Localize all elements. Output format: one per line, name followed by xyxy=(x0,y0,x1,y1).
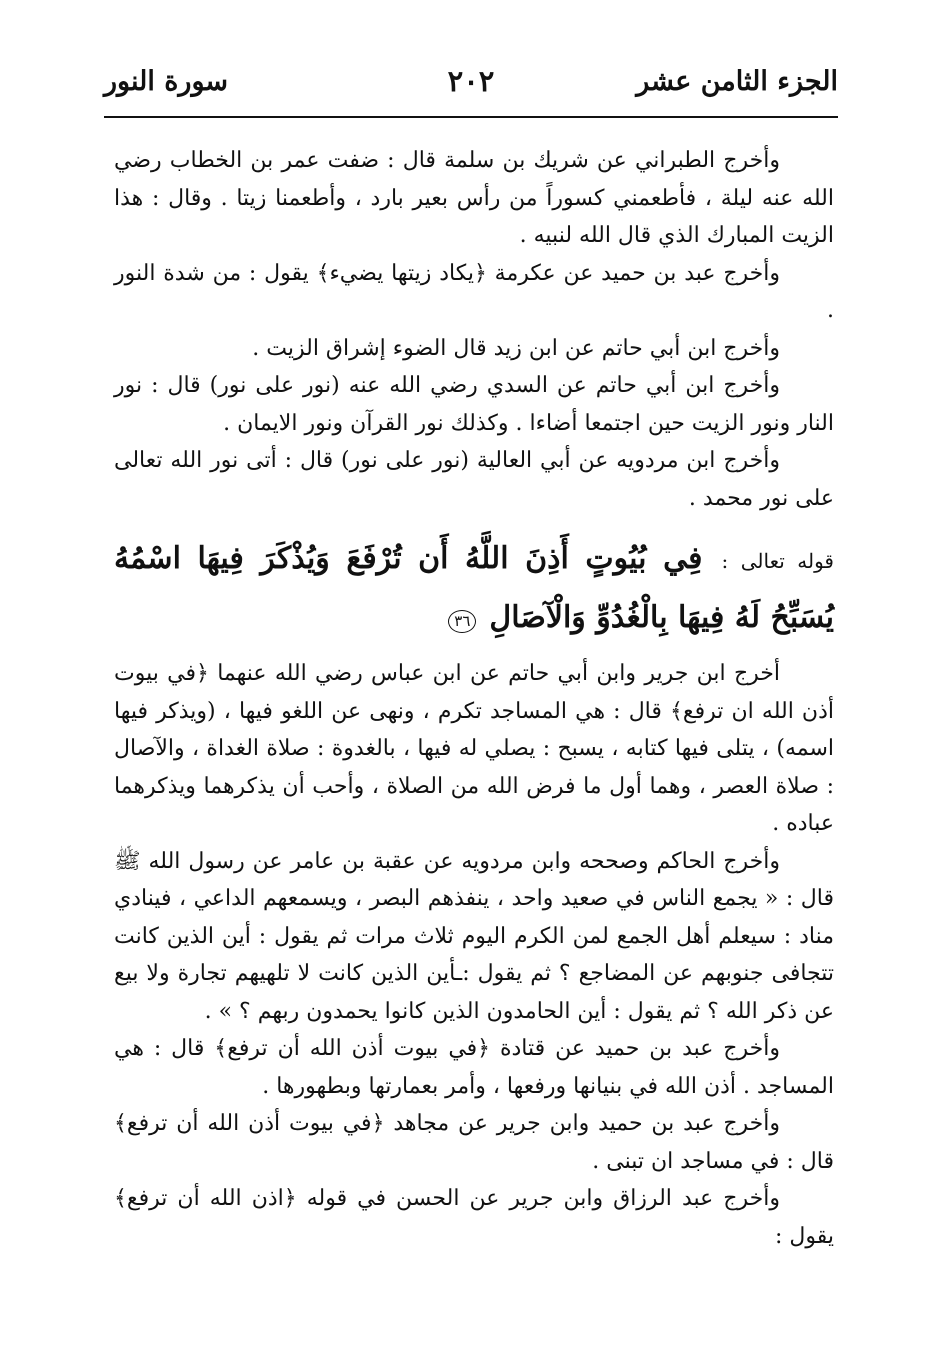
paragraph: وأخرج عبد بن حميد وابن جرير عن مجاهد ﴿في بيوت أذن الله أن ترفع﴾ قال : في مساجد ان تبنى . xyxy=(114,1111,834,1174)
paragraph: وأخرج الحاكم وصححه وابن مردويه عن عقبة بن عامر عن رسول الله ﷺ قال : « يجمع الناس في صعيد واحد ، ينفذهم البصر ، ويسمعهم الداعي ، فينادي مناد : سيعلم أهل الجمع لمن الكرم اليوم ثلاث مرات ثم يقول : أين الذين كانت تتجافى جنوبهم عن المضاجع ؟ ثم يقول :ـأين الذين كانت لا تلهيهم تجارة ولا بيع عن ذكر الله ؟ ثم يقول : أين الحامدون الذين كانوا يحمدون ربهم ؟ » . xyxy=(114,848,834,1024)
surah-title: سورة النور xyxy=(104,66,229,97)
page-body xyxy=(114,142,834,1255)
page-header xyxy=(104,60,838,110)
paragraph: وأخرج ابن أبي حاتم عن السدي رضي الله عنه (نور على نور) قال : نور النار ونور الزيت حين اجتمعا أضاءا . وكذلك نور القرآن ونور الايمان . xyxy=(114,373,834,436)
paragraph: وأخرج عبد الرزاق وابن جرير عن الحسن في قوله ﴿اذن الله أن ترفع﴾ يقول : xyxy=(114,1186,834,1249)
paragraph: وأخرج الطبراني عن شريك بن سلمة قال : ضفت عمر بن الخطاب رضي الله عنه ليلة ، فأطعمني كسوراً من رأس بعير بارد ، وأطعمنا زيتا . وقال : هذا الزيت المبارك الذي قال الله لنبيه . xyxy=(114,148,834,248)
ayah-number-marker: ٣٦ xyxy=(448,610,476,633)
paragraph: وأخرج عبد بن حميد عن عكرمة ﴿يكاد زيتها يضيء﴾ يقول : من شدة النور . xyxy=(114,260,834,323)
header-rule xyxy=(104,116,838,118)
quran-verse xyxy=(114,531,834,649)
paragraph: وأخرج عبد بن حميد عن قتادة ﴿في بيوت أذن الله أن ترفع﴾ قال : هي المساجد . أذن الله في بنيانها ورفعها ، وأمر بعمارتها وبطهورها . xyxy=(114,1036,834,1099)
paragraph: وأخرج ابن مردويه عن أبي العالية (نور على نور) قال : أتى نور الله تعالى على نور محمد . xyxy=(114,448,834,511)
paragraph: أخرج ابن جرير وابن أبي حاتم عن ابن عباس رضي الله عنهما ﴿في بيوت أذن الله ان ترفع﴾ قال : هي المساجد تكرم ، ونهى عن اللغو فيها ، (ويذكر فيها اسمه) ، يتلى فيها كتابه ، يسبح : يصلي له فيها ، بالغدوة : صلاة الغداة ، والآصال : صلاة العصر ، وهما أول ما فرض الله من الصلاة ، وأحب أن يذكرهما ويذكرهما عباده . xyxy=(114,661,834,836)
part-title: الجزء الثامن عشر xyxy=(636,66,838,97)
paragraph: وأخرج ابن أبي حاتم عن ابن زيد قال الضوء إشراق الزيت . xyxy=(252,335,780,361)
page-number: ٢٠٢ xyxy=(447,64,495,98)
verse-text: فِي بُيُوتٍ أَذِنَ اللَّهُ أَن تُرْفَعَ وَيُذْكَرَ فِيهَا اسْمُهُ يُسَبِّحُ لَهُ فِيهَا بِالْغُدُوِّ وَالْآصَالِ xyxy=(114,541,834,635)
verse-lead: قوله تعالى : xyxy=(721,549,834,573)
